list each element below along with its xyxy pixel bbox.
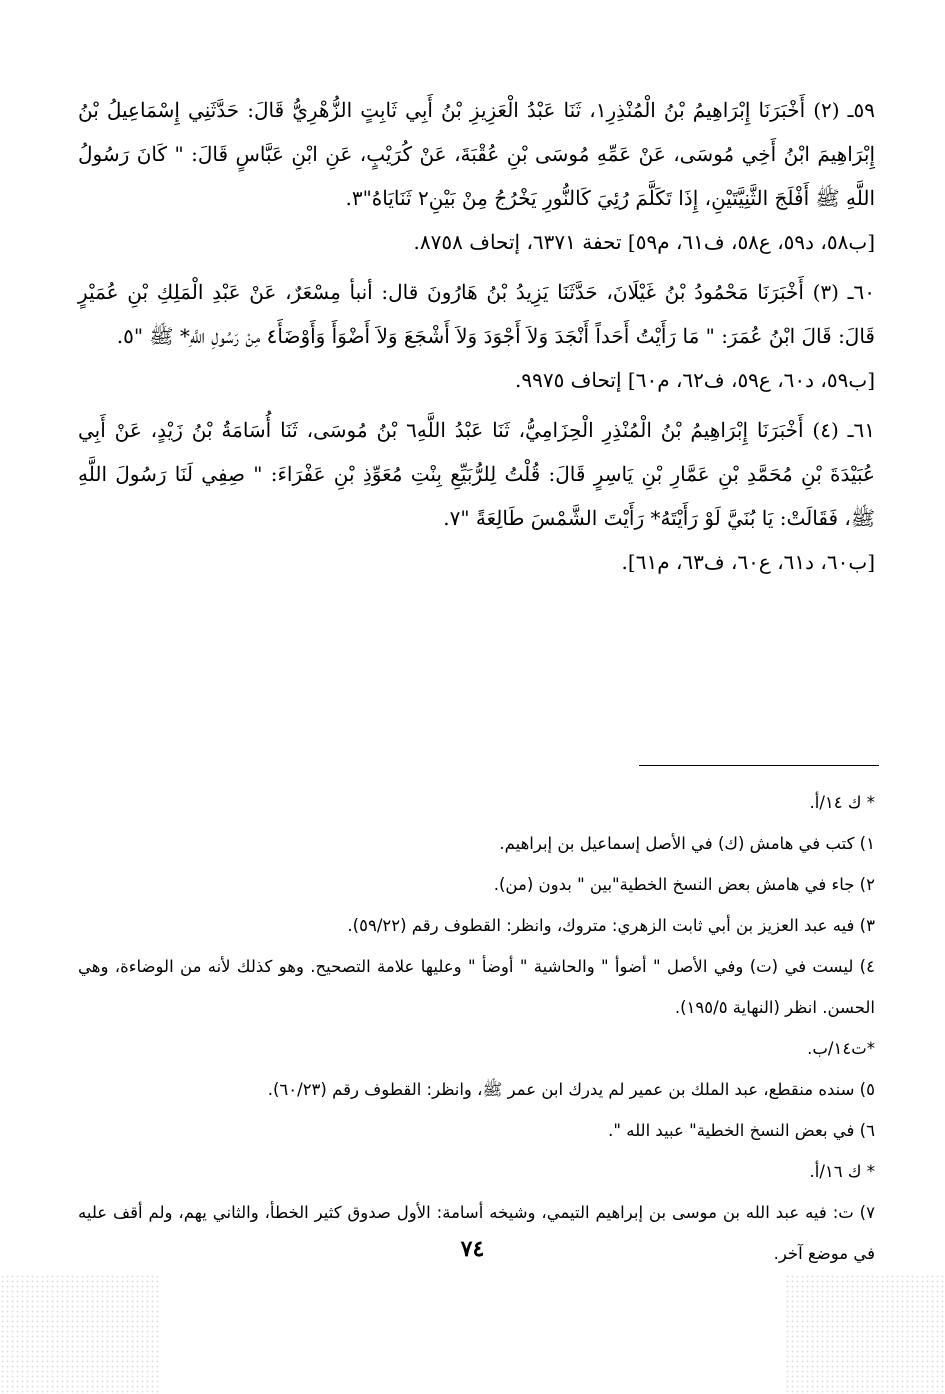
footnote-marker-k16a: * ك ١٦/أ. xyxy=(809,1162,875,1181)
hadith-61-text: ٦١ـ (٤) أَخْبَرَنَا إِبْرَاهِيمُ بْنُ الْمُنْذِرِ الْحِزَامِيُّ، ثَنَا عَبْدُ اللَّهِ٦ بْنُ مُوسَى، ثَنَا أُسَامَةُ بْنُ زَيْدٍ، عَنْ أَبِي عُبَيْدَةَ بْنِ مُحَمَّدِ بْنِ عَمَّارِ بْنِ يَاسِرٍ قَالَ: قُلْتُ لِلرُّبَيِّعِ بِنْتِ مُعَوِّذِ بْنِ عَفْرَاءَ: " صِفِي لَنَا رَسُولَ اللَّهِ ﷺ، فَقَالَتْ: يَا بُنَيَّ لَوْ رَأَيْتَهُ* رَأَيْتَ الشَّمْسَ طَالِعَةً "٧. xyxy=(78,418,875,530)
page-number: ٧٤ xyxy=(460,1236,485,1262)
footnotes xyxy=(78,782,875,1274)
footnote-6: ٦) في بعض النسخ الخطية" عبيد الله ". xyxy=(608,1121,875,1140)
footnote-5: ٥) سنده منقطع، عبد الملك بن عمير لم يدرك ابن عمر ﷺ، وانظر: القطوف رقم (٦٠/٢٣). xyxy=(267,1080,875,1099)
footnote-separator xyxy=(639,765,879,766)
hadith-60-reference: [ب٥٩، د٦٠، ع٥٩، ف٦٢، م٦٠] إتحاف ٩٩٧٥. xyxy=(515,368,875,392)
footnote-marker-k14a: * ك ١٤/أ. xyxy=(809,793,875,812)
scan-noise-right xyxy=(785,1274,945,1394)
footnote-2: ٢) جاء في هامش بعض النسخ الخطية"بين " بدون (من). xyxy=(493,875,875,894)
footnote-marker-t14b: *ت١٤/ب. xyxy=(807,1039,875,1058)
hadith-body xyxy=(78,88,875,590)
footnote-4: ٤) ليست في (ت) وفي الأصل " أضوأ " والحاشية " أوضأ " وعليها علامة التصحيح. وهو كذلك لأنه من الوضاءة، وهي الحسن. انظر (النهاية ١٩٥/٥). xyxy=(78,957,875,1017)
hadith-61-reference: [ب٦٠، د٦١، ع٦٠، ف٦٣، م٦١]. xyxy=(621,550,875,574)
footnote-7: ٧) ت: فيه عبد الله بن موسى بن إبراهيم التيمي، وشيخه أسامة: الأول صدوق كثير الخطأ، والثاني يهم، ولم أقف عليه في موضع آخر. xyxy=(78,1203,875,1263)
hadith-59-text: ٥٩ـ (٢) أَخْبَرَنَا إِبْرَاهِيمُ بْنُ الْمُنْذِرِ١، ثَنَا عَبْدُ الْعَزِيزِ بْنُ أَبِي ثَابِتٍ الزُّهْرِيُّ قَالَ: حَدَّثَنِي إِسْمَاعِيلُ بْنُ إِبْرَاهِيمَ ابْنُ أَخِي مُوسَى، عَنْ عَمِّهِ مُوسَى بْنِ عُقْبَةَ، عَنْ كُرَيْبٍ، عَنِ ابْنِ عَبَّاسٍ قَالَ: " كَانَ رَسُولُ اللَّهِ ﷺ أَفْلَجَ الثَّنِيَّتَيْنِ، إِذَا تَكَلَّمَ رُئِيَ كَالنُّورِ يَخْرُجُ مِنْ بَيْنِ٢ ثَنَايَاهُ"٣. xyxy=(78,98,875,210)
scan-noise-left xyxy=(0,1274,160,1394)
footnote-1: ١) كتب في هامش (ك) في الأصل إسماعيل بن إبراهيم. xyxy=(499,834,875,853)
footnote-3: ٣) فيه عبد العزيز بن أبي ثابت الزهري: متروك، وانظر: القطوف رقم (٥٩/٢٢). xyxy=(347,916,875,935)
hadith-60-text: ٦٠ـ (٣) أَخْبَرَنَا مَحْمُودُ بْنُ غَيْلَانَ، حَدَّثَنَا يَزِيدُ بْنُ هَارُونَ قال: أنبأ مِسْعَرٌ، عَنْ عَبْدِ الْمَلِكِ بْنِ عُمَيْرٍ قَالَ: قَالَ ابْنُ عُمَرَ: " مَا رَأَيْتُ أَحَداً أَنْجَدَ وَلاَ أَجْوَدَ وَلاَ أَشْجَعَ وَلاَ أَضْوَأَ وَأَوْضَأَ٤ مِنْ رَسُولِ اللَّهِ* ﷺ "٥. xyxy=(78,280,875,348)
hadith-59-reference: [ب٥٨، د٥٩، ع٥٨، ف٦١، م٥٩] تحفة ٦٣٧١، إتحاف ٨٧٥٨. xyxy=(413,230,875,254)
